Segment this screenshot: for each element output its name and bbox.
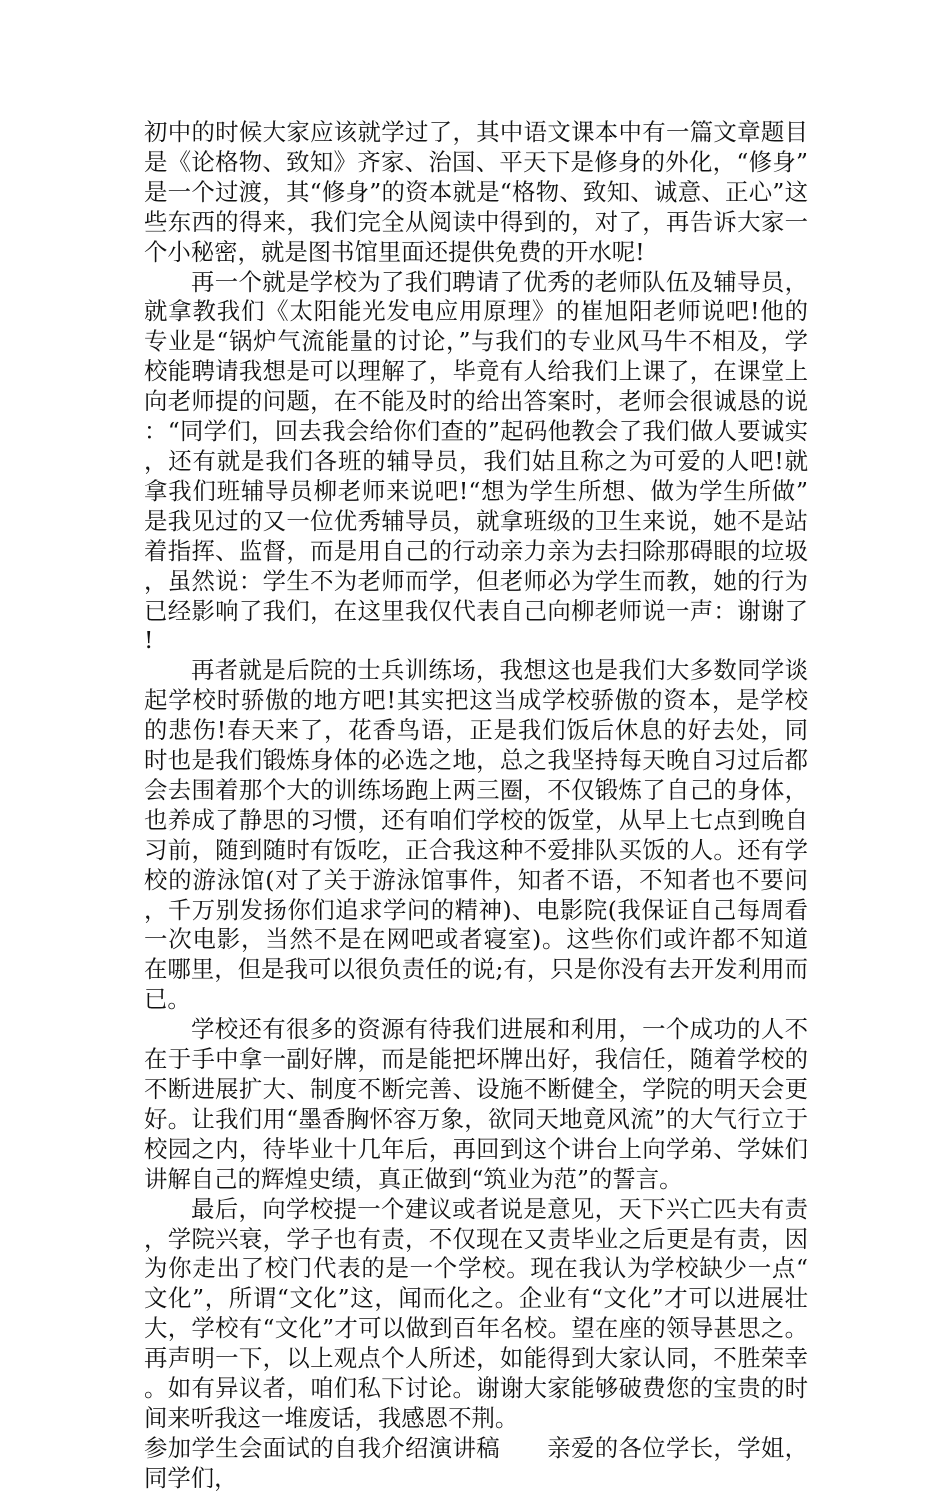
paragraph-training-field: 再者就是后院的士兵训练场，我想这也是我们大多数同学谈起学校时骄傲的地方吧!其实把这当成学校骄傲的资本，是学校的悲伤!春天来了，花香鸟语，正是我们饭后休息的好去处，同时也是我们锻炼身体的必选之地，总之我坚持每天晚自习过后都会去围着那个大的训练场跑上两三圈，不仅锻炼了自己的身体，也养成了静思的习惯，还有咱们学校的饭堂，从早上七点到晚自习前，随到随时有饭吃，正合我这种不爱排队买饭的人。还有学校的游泳馆(对了关于游泳馆事件，知者不语，不知者也不要问，千万别发扬你们追求学问的精神)、电影院(我保证自己每周看一次电影，当然不是在网吧或者寝室)。这些你们或许都不知道在哪里，但是我可以很负责任的说;有，只是你没有去开发利用而已。 bbox=[144, 656, 808, 1014]
paragraph-suggestion: 最后，向学校提一个建议或者说是意见，天下兴亡匹夫有责，学院兴衰，学子也有责，不仅现在又责毕业之后更是有责，因为你走出了校门代表的是一个学校。现在我认为学校缺少一点“文化”，所谓“文化”这，闻而化之。企业有“文化”才可以进展壮大，学校有“文化”才可以做到百年名校。望在座的领导甚思之。再声明一下，以上观点个人所述，如能得到大家认同，不胜荣幸。如有异议者，咱们私下讨论。谢谢大家能够破费您的宝贵的时间来听我这一堆废话，我感恩不荆。 bbox=[144, 1194, 808, 1432]
paragraph-library: 初中的时候大家应该就学过了，其中语文课本中有一篇文章题目是《论格物、致知》齐家、治国、平天下是修身的外化，“修身”是一个过渡，其“修身”的资本就是“格物、致知、诚意、正心”这些东西的得来，我们完全从阅读中得到的，对了，再告诉大家一个小秘密，就是图书馆里面还提供免费的开水呢! bbox=[144, 118, 808, 266]
paragraph-teachers: 再一个就是学校为了我们聘请了优秀的老师队伍及辅导员，就拿教我们《太阳能光发电应用原理》的崔旭阳老师说吧!他的专业是“锅炉气流能量的讨论，”与我们的专业风马牛不相及，学校能聘请我想是可以理解了，毕竟有人给我们上课了，在课堂上向老师提的问题，在不能及时的给出答案时，老师会很诚恳的说：“同学们，回去我会给你们查的”起码他教会了我们做人要诚实，还有就是我们各班的辅导员，我们姑且称之为可爱的人吧!就拿我们班辅导员柳老师来说吧!“想为学生所想、做为学生所做”是我见过的又一位优秀辅导员，就拿班级的卫生来说，她不是站着指挥、监督，而是用自己的行动亲力亲为去扫除那碍眼的垃圾，虽然说：学生不为老师而学，但老师必为学生而教，她的行为已经影响了我们，在这里我仅代表自己向柳老师说一声：谢谢了! bbox=[144, 267, 808, 655]
speech-title: 参加学生会面试的自我介绍演讲稿 bbox=[144, 1433, 500, 1462]
closing-line bbox=[144, 1434, 808, 1494]
document-page bbox=[144, 118, 808, 1494]
paragraph-resources: 学校还有很多的资源有待我们进展和利用，一个成功的人不在于手中拿一副好牌，而是能把坏牌出好，我信任，随着学校的不断进展扩大、制度不断完善、设施不断健全，学院的明天会更好。让我们用“墨香胸怀容万象，欲同天地竟风流”的大气行立于校园之内，待毕业十几年后，再回到这个讲台上向学弟、学妹们讲解自己的辉煌史绩，真正做到“筑业为范”的誓言。 bbox=[144, 1015, 808, 1193]
speech-greeting: 亲爱的各位学长，学姐，同学们， bbox=[144, 1433, 809, 1492]
